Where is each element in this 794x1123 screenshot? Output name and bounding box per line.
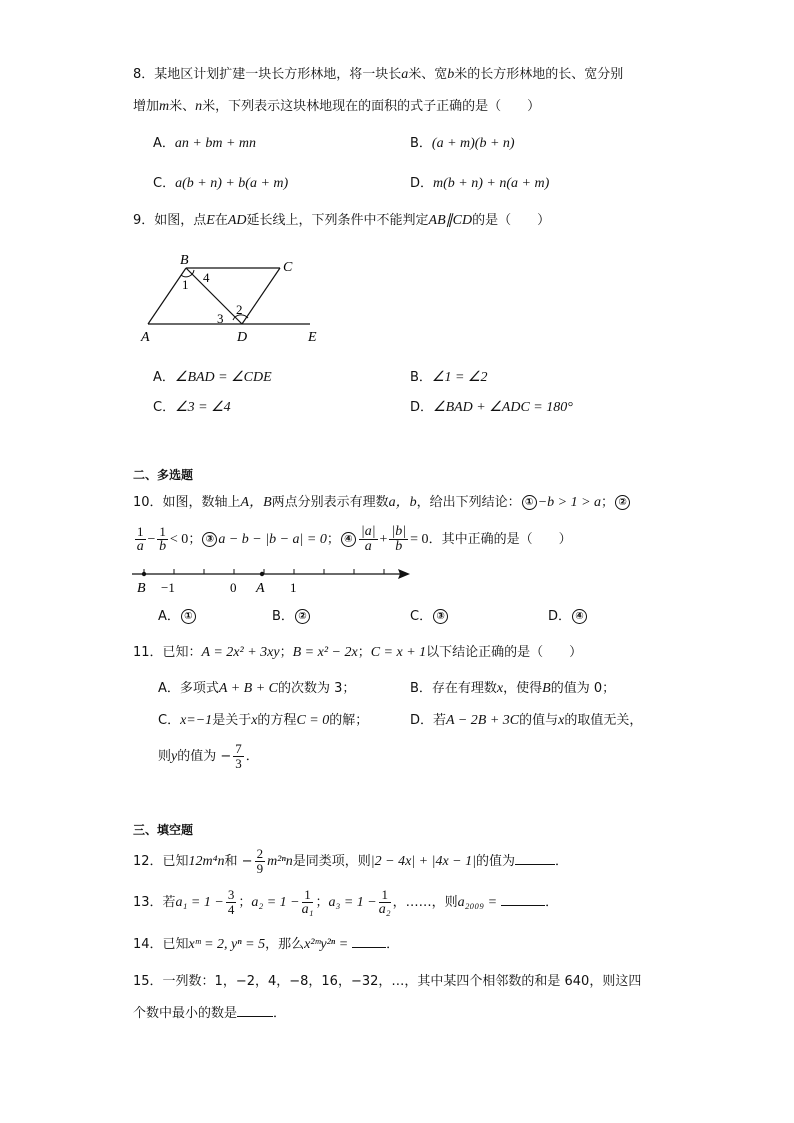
q9-stem xyxy=(133,212,550,230)
option-label: A． xyxy=(158,609,180,624)
q12-stem xyxy=(133,845,568,879)
q9-text: 在 xyxy=(214,213,228,228)
option-label: B． xyxy=(272,609,294,624)
denominator: b xyxy=(395,539,403,554)
denominator: a₂ xyxy=(378,902,391,917)
q8-stem-line2 xyxy=(133,98,540,116)
circled-number: ① xyxy=(181,609,196,624)
q13-text: ； xyxy=(315,895,329,910)
label-e: E xyxy=(308,330,317,345)
q10-text: ； xyxy=(188,532,202,547)
option-text: ，使得 xyxy=(503,681,543,696)
option-text: 的值为 − xyxy=(177,749,232,764)
q11-text: ； xyxy=(279,645,293,660)
option-text: ． xyxy=(245,749,259,764)
circled-number: ④ xyxy=(572,609,587,624)
option-label: A． xyxy=(153,136,175,151)
q9-option-c[interactable] xyxy=(153,399,231,417)
option-expr: ∠BAD + ∠ADC = 180° xyxy=(433,400,573,415)
q9-figure xyxy=(138,252,338,347)
label-c: C xyxy=(283,260,293,275)
q10-points: A，B xyxy=(240,495,272,510)
segment-cd xyxy=(242,268,280,324)
circled-number-4: ④ xyxy=(341,532,356,547)
option-label: C． xyxy=(153,400,176,415)
q8-option-c[interactable] xyxy=(153,175,288,193)
q8-var-b: b xyxy=(447,67,455,82)
option-label: B． xyxy=(410,136,432,151)
q14-text: ． xyxy=(386,937,400,952)
option-var-x: x xyxy=(496,681,504,696)
fraction xyxy=(233,742,244,771)
option-label: A． xyxy=(153,370,175,385)
q8-option-b[interactable] xyxy=(410,135,515,153)
option-text: A．多项式 xyxy=(158,681,219,696)
q10-option-d[interactable] xyxy=(548,608,588,626)
option-text: D．若 xyxy=(410,713,447,728)
q13-text: 13．若 xyxy=(133,895,176,910)
q10-text: ，给出下列结论： xyxy=(416,495,521,510)
circled-number: ③ xyxy=(433,609,448,624)
option-text: 的值为 0； xyxy=(550,681,616,696)
q15-text: ． xyxy=(273,1006,287,1021)
denominator: 9 xyxy=(256,861,264,876)
q15-stem-line1: 15．一列数：1，−2，4，−8，16，−32，…，其中某四个相邻数的和是 640，则这四 xyxy=(133,974,642,989)
circled-number-1: ① xyxy=(522,495,537,510)
option-text: 的值与 xyxy=(519,713,559,728)
option-text: 的方程 xyxy=(257,713,297,728)
q11-option-a[interactable] xyxy=(158,680,355,698)
q8-text: 增加 xyxy=(133,99,160,114)
q13-text: ； xyxy=(238,895,252,910)
q11-option-b[interactable] xyxy=(410,680,615,698)
q10-conclusion-3: a − b − |b − a| = 0 xyxy=(218,532,327,547)
option-text: B．存在有理数 xyxy=(410,681,497,696)
q8-text: 8．某地区计划扩建一块长方形林地，将一块长 xyxy=(133,67,402,82)
q8-text: 米、宽 xyxy=(408,67,448,82)
option-expr: A + B + C xyxy=(218,681,278,696)
q13-text: ，……，则 xyxy=(392,895,458,910)
q9-text: 的是（ ） xyxy=(472,213,551,228)
option-label: D． xyxy=(548,609,572,624)
denominator: a xyxy=(364,539,372,554)
q15-stem-line2 xyxy=(133,1004,286,1023)
numerator: |a| xyxy=(360,524,376,539)
fraction xyxy=(226,888,237,917)
option-var-x: x xyxy=(251,713,258,728)
q12-text: 和 − xyxy=(224,854,253,869)
label-angle-4: 4 xyxy=(203,270,210,285)
segment-bd xyxy=(186,268,242,324)
fraction xyxy=(359,525,378,554)
q8-var-m: m xyxy=(159,99,170,114)
q10-option-a[interactable] xyxy=(158,608,197,626)
q10-text: ； xyxy=(326,532,340,547)
label-b: B xyxy=(180,253,189,268)
option-expr: ∠1 = ∠2 xyxy=(431,370,488,385)
minus-sign: − xyxy=(147,532,156,547)
numerator: 7 xyxy=(235,741,242,756)
q11-text: 以下结论正确的是（ ） xyxy=(426,645,583,660)
q8-option-a[interactable] xyxy=(153,135,256,153)
option-label: C． xyxy=(410,609,433,624)
numerator: |b| xyxy=(391,524,407,539)
circled-number-3: ③ xyxy=(202,532,217,547)
q11-poly-c: C = x + 1 xyxy=(370,645,427,660)
q14-text: 14．已知 xyxy=(133,937,189,952)
q14-expr: x²ᵐy²ⁿ = xyxy=(304,937,349,952)
q13-a1: a₁ = 1 − xyxy=(175,895,224,910)
q13-a3: a₃ = 1 − xyxy=(328,895,377,910)
q12-expr: |2 − 4x| + |4x − 1| xyxy=(370,854,476,869)
point-a-dot xyxy=(260,572,264,576)
q9-text: 9．如图，点 xyxy=(133,213,207,228)
fraction xyxy=(379,888,391,917)
q8-stem-line1 xyxy=(133,66,623,84)
label-d: D xyxy=(237,330,248,345)
fraction xyxy=(157,525,168,554)
q10-conclusion-2-tail: < 0 xyxy=(169,532,189,547)
q10-text: 10．如图，数轴上 xyxy=(133,495,241,510)
axis-label-neg1: −1 xyxy=(161,580,175,595)
numerator: 1 xyxy=(159,524,166,539)
q10-text: ．其中正确的是（ ） xyxy=(428,532,572,547)
option-label: B． xyxy=(410,370,432,385)
q10-option-b[interactable] xyxy=(272,608,311,626)
q9-option-b[interactable] xyxy=(410,369,487,387)
plus-sign: + xyxy=(379,532,388,547)
option-var-b: B xyxy=(542,681,551,696)
section-heading-multi-choice: 二、多选题 xyxy=(133,468,194,482)
q11-option-d-line2 xyxy=(158,740,259,774)
numerator: 2 xyxy=(256,846,264,861)
q11-option-c[interactable] xyxy=(158,712,368,730)
label-angle-3: 3 xyxy=(217,311,224,326)
denominator: b xyxy=(159,539,167,554)
q9-segment-ad: AD xyxy=(227,213,247,228)
q12-term-1: 12m⁴n xyxy=(188,854,225,869)
option-expr: ∠3 = ∠4 xyxy=(175,400,231,415)
q12-text: 是同类项，则 xyxy=(292,854,371,869)
denominator: 4 xyxy=(227,902,235,917)
segment-ab xyxy=(148,268,186,324)
option-label: D． xyxy=(410,176,434,191)
label-angle-1: 1 xyxy=(182,277,189,292)
q13-text: ． xyxy=(545,895,559,910)
axis-label-a: A xyxy=(256,581,265,596)
option-expr: m(b + n) + n(a + m) xyxy=(433,176,550,191)
numerator: 3 xyxy=(227,887,235,902)
q10-conclusion-4-tail: = 0 xyxy=(410,532,429,547)
numerator: 1 xyxy=(137,524,144,539)
option-var-x: x xyxy=(558,713,565,728)
q9-text: 延长线上，下列条件中不能判定 xyxy=(246,213,429,228)
q9-parallel-expr: AB∥CD xyxy=(428,213,473,228)
q10-number-line xyxy=(128,562,414,598)
q12-text: 的值为 xyxy=(475,854,515,869)
q14-condition: xᵐ = 2, yⁿ = 5 xyxy=(188,937,266,952)
q13-a2: a₂ = 1 − xyxy=(251,895,300,910)
fraction xyxy=(255,847,266,876)
fraction xyxy=(302,888,314,917)
q8-var-a: a xyxy=(401,67,409,82)
q9-point-e: E xyxy=(206,213,215,228)
option-expr: a(b + n) + b(a + m) xyxy=(175,176,289,191)
q10-conclusion-1: −b > 1 > a xyxy=(537,495,602,510)
option-expr: C = 0 xyxy=(296,713,330,728)
q14-text: ，那么 xyxy=(265,937,305,952)
option-expr: A − 2B + 3C xyxy=(446,713,520,728)
q8-text: 米，下列表示这块林地现在的面积的式子正确的是（ ） xyxy=(202,99,541,114)
q11-text: ； xyxy=(357,645,371,660)
circled-number: ② xyxy=(295,609,310,624)
q11-poly-a: A = 2x² + 3xy xyxy=(201,645,280,660)
q10-text: ； xyxy=(601,495,615,510)
q8-var-n: n xyxy=(195,99,203,114)
q11-stem xyxy=(133,644,582,662)
q10-option-c[interactable] xyxy=(410,608,449,626)
q13-a2009: a₂₀₀₉ = xyxy=(457,895,498,910)
q11-text: 11．已知： xyxy=(133,645,202,660)
numerator: 1 xyxy=(379,888,391,903)
q8-text: 米、 xyxy=(169,99,196,114)
q12-term-2: m²ⁿn xyxy=(267,854,293,869)
q12-text: ． xyxy=(554,854,568,869)
q15-text: 个数中最小的数是 xyxy=(133,1006,238,1021)
denominator: a₁ xyxy=(301,902,314,917)
option-text: 则 xyxy=(158,749,172,764)
q8-text: 米的长方形林地的长、宽分别 xyxy=(454,67,624,82)
option-expr: an + bm + mn xyxy=(174,136,257,151)
denominator: 3 xyxy=(235,756,242,771)
q13-answer-blank[interactable] xyxy=(501,893,545,906)
q10-text: 两点分别表示有理数 xyxy=(271,495,389,510)
q9-option-d[interactable] xyxy=(410,399,573,417)
q9-option-a[interactable] xyxy=(153,369,272,387)
label-a: A xyxy=(141,330,150,345)
option-expr: x=−1 xyxy=(180,713,213,728)
q8-option-d[interactable] xyxy=(410,175,549,193)
option-expr: ∠BAD = ∠CDE xyxy=(174,370,272,385)
q14-answer-blank[interactable] xyxy=(352,935,386,948)
option-label: D． xyxy=(410,400,434,415)
q10-vars: a，b xyxy=(388,495,417,510)
option-expr: (a + m)(b + n) xyxy=(431,136,515,151)
option-text: 的取值无关， xyxy=(564,713,643,728)
option-text: C． xyxy=(158,713,181,728)
circled-number-2: ② xyxy=(615,495,630,510)
fraction xyxy=(389,525,408,554)
q12-answer-blank[interactable] xyxy=(515,852,555,865)
option-text: 的解； xyxy=(329,713,369,728)
section-heading-fill-in: 三、填空题 xyxy=(133,823,194,837)
q10-stem-line1 xyxy=(133,494,631,512)
axis-label-one: 1 xyxy=(290,580,297,595)
axis-label-zero: 0 xyxy=(230,580,237,595)
q15-answer-blank[interactable] xyxy=(237,1004,273,1017)
q10-stem-line2 xyxy=(133,523,572,557)
q13-stem xyxy=(133,885,558,921)
option-label: C． xyxy=(153,176,176,191)
q11-option-d[interactable] xyxy=(410,712,642,730)
option-text: 的次数为 3； xyxy=(278,681,356,696)
q12-text: 12．已知 xyxy=(133,854,189,869)
axis-label-b: B xyxy=(137,581,146,596)
fraction xyxy=(135,525,146,554)
denominator: a xyxy=(136,539,144,554)
q11-poly-b: B = x² − 2x xyxy=(292,645,358,660)
label-angle-2: 2 xyxy=(236,302,243,317)
point-b-dot xyxy=(142,572,146,576)
q14-stem xyxy=(133,935,399,954)
option-var-y: y xyxy=(171,749,178,764)
option-text: 是关于 xyxy=(212,713,252,728)
numerator: 1 xyxy=(302,888,314,903)
